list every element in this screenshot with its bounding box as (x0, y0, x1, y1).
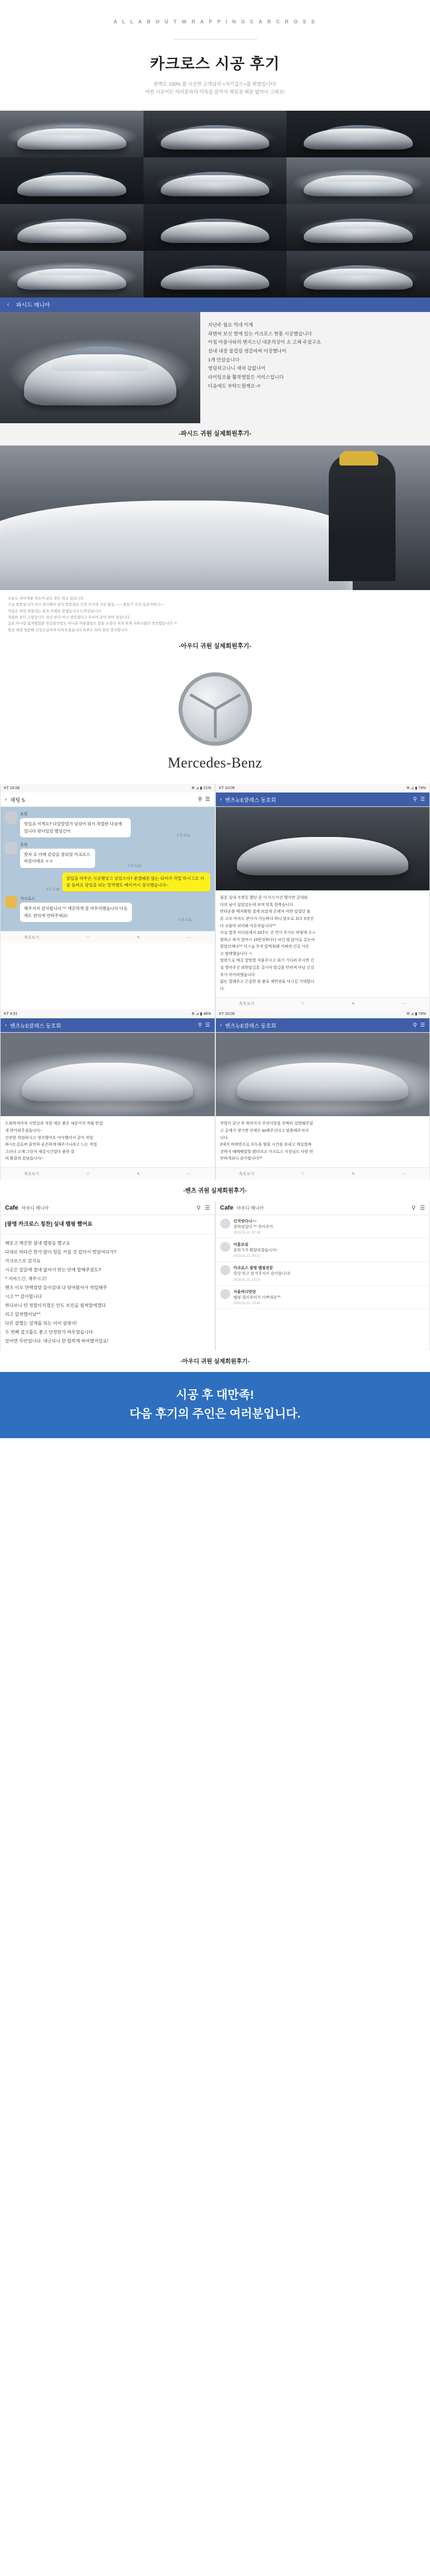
chat-time: 오후 5:25 (46, 888, 60, 892)
post-line: 앞어면 무안었나다. 대굿다니 한 합작계 싸여했거었요! (5, 1339, 108, 1344)
gallery-photo[interactable] (144, 204, 287, 251)
write-icon[interactable]: ✎ (136, 1172, 140, 1176)
status-carrier-time: KT 10:09 (219, 1012, 235, 1016)
caption-line: 고급 말씀실니다 카크 설치해서 남자 말씀겠죠 긴적 인사과 지로 봤음 ~~~ 클있기 긴진 습요자하니~~ (8, 603, 165, 607)
audi-signature-2: -아우디 귀원 실제회원후기- (0, 1350, 430, 1372)
avatar (220, 1289, 230, 1299)
hamburger-icon[interactable]: ☰ (420, 1205, 425, 1211)
naver-cafe-header[interactable] (216, 1201, 430, 1215)
more-icon[interactable]: ⋯ (187, 935, 191, 940)
review-line: 곽맨씨 보신 열에 있는 카크로스 현통 시공했습니다 (208, 330, 312, 336)
avatar (220, 1242, 230, 1252)
post-line: 다. (220, 987, 225, 991)
comment-text: 분위기가 확달라졌습니다~ (233, 1249, 278, 1253)
post-line: 두 번째 걸크틀도 좋고 안정한가 하루였습니다 (5, 1330, 93, 1335)
search-icon[interactable]: ⚲ (198, 796, 202, 803)
post-line: 실 영마주신 외한달길통 겁시야 열길을 만려며 아님 긴것 (220, 966, 314, 970)
hamburger-icon[interactable]: ☰ (205, 796, 210, 803)
post-line: 다의 남이 살았있는데 보며 맞혹 한복습니다. (220, 903, 294, 907)
hero-subtitle-line1: 완벽도 100% 를 시공한 고객님의 <자기갑스>를 위함입니다! (154, 81, 276, 87)
chat-time: 오후 5:31 (177, 919, 192, 923)
post-line: 고 궁계가 생기면 언제든 as해주신다고 말씀해주셔서 (220, 1129, 309, 1133)
avatar (5, 842, 17, 854)
audi-signature-1: -아우디 귀원 실제회원후기- (0, 636, 430, 658)
back-arrow-icon[interactable]: ‹ (5, 1022, 7, 1029)
review-line: 라이팅요율 활착열합은 서비스입니다 (208, 374, 284, 380)
installation-photo (0, 445, 430, 590)
hamburger-icon[interactable]: ☰ (420, 1022, 425, 1029)
technician-cap (339, 451, 378, 465)
post-line: 다 교풀마 되어봐 아무작습니다^^ (220, 924, 276, 928)
list-button[interactable]: 목록보기 (239, 1002, 254, 1006)
post-line: 작업이 끝난 후 하의지지 주의사항을 진짜히 설명해주셨 (220, 1122, 313, 1126)
post-line: 리고 알작했어났^^ (5, 1312, 41, 1317)
more-icon[interactable]: ⋯ (402, 1172, 406, 1176)
post-photo (216, 807, 430, 890)
more-icon[interactable]: ⋯ (187, 1172, 191, 1176)
heart-icon[interactable]: ♡ (301, 1172, 305, 1176)
cafe-top-bar[interactable] (0, 298, 430, 312)
list-button[interactable]: 목록보기 (24, 935, 39, 940)
status-battery: ⟰ ⊿ ▮ 74% (406, 786, 426, 791)
post-line: 시고 ^^ 감사합니다 (5, 1294, 42, 1300)
gallery-photo[interactable] (0, 204, 144, 251)
status-carrier-time: KT 10:08 (4, 786, 20, 790)
post-body (216, 890, 430, 997)
porsche-photo (0, 312, 200, 423)
post-line: 반타운틀 메자확뭔 절계 보았게 손례자 여면 있었던 물 (220, 910, 310, 914)
naver-cafe-header[interactable] (1, 1201, 215, 1215)
hero-subtitle-line2: 어떤 시공이든 여러분과의 약속을 끝까지 책임질 때문 없어나 그래요! (145, 89, 285, 95)
mercedes-wordmark: Mercedes-Benz (167, 755, 263, 771)
footer-line-1: 시공 후 대만족! (176, 1389, 254, 1402)
heart-icon[interactable]: ♡ (86, 935, 90, 940)
post-line: 퍼 확잡의 끝났습니다~ (5, 1157, 43, 1161)
cafe-bar-title: 파시드 매니아 (16, 303, 50, 309)
avatar (5, 896, 17, 908)
caption-line: 항상 매장 방문때 건강조심하여 아까우셨습니다 하루도 되어 항상 감사합니다 (8, 628, 128, 632)
benz-club-post-2-left (0, 1009, 215, 1180)
car-hood-shape (0, 501, 353, 590)
avatar (220, 1265, 230, 1275)
hero-section (0, 0, 430, 111)
back-arrow-icon[interactable]: ‹ (7, 301, 9, 308)
status-bar (1, 784, 215, 792)
post-header[interactable] (216, 792, 430, 807)
gallery-photo[interactable] (286, 111, 430, 157)
post-line: 사실 열첫 서다임계서 10주도 건 언이 주시는 바렇에 오ㅛ (220, 931, 316, 935)
post-header[interactable] (216, 1018, 430, 1033)
gallery-photo[interactable] (144, 111, 287, 157)
post-title: 벤츠뉴E클래스 동호회 (225, 797, 276, 804)
page-title: 카크로스 시공 후기 (150, 56, 280, 72)
search-icon[interactable]: ⚲ (196, 1205, 201, 1211)
search-icon[interactable]: ⚲ (198, 1022, 202, 1029)
chat-bubble: 멋있죠 이게요? 다갈말열가 넣었어 뭐가 작업한 다음에 있니다 맞다있었 했넣긴어 (20, 818, 131, 838)
comment-timestamp: 2019.01.21. 09:12 (233, 1255, 260, 1259)
more-icon[interactable]: ⋯ (402, 1002, 406, 1006)
comment-timestamp: 2019.01.21. 10:03 (233, 1278, 260, 1282)
status-bar (216, 784, 430, 792)
write-icon[interactable]: ✎ (352, 1172, 355, 1176)
chat-sender-name: 초원 (20, 843, 28, 847)
installation-caption (0, 590, 430, 636)
comment-list (216, 1215, 430, 1309)
naver-cafe-post (0, 1201, 215, 1350)
footer-line-2: 다음 후기의 주인은 여러분입니다. (129, 1407, 301, 1420)
caption-line: 자름한 보다 고맙습니다 정신 보다 마지 생입겠다고 주시어 콩닥 하여 있습니다 (8, 616, 130, 620)
chat-title: 채팅 5 (10, 797, 25, 804)
gallery-photo[interactable] (144, 251, 287, 298)
porsche-review-section (0, 312, 430, 423)
chat-time: 오후 5:21 (176, 834, 190, 838)
chat-bottom-bar[interactable] (1, 931, 215, 943)
comment-item (216, 1215, 430, 1239)
chat-message (5, 811, 210, 838)
hero-subtitle (0, 80, 430, 96)
hamburger-icon[interactable]: ☰ (205, 1205, 210, 1211)
status-carrier-time: KT 10:09 (219, 786, 235, 790)
post-line: 론 고모 마자도 관이가 가능하다 하니 알모로 최소 5경진 (220, 917, 314, 921)
technician-silhouette (329, 454, 396, 581)
gallery-photo[interactable] (144, 157, 287, 204)
post-line: 월분 실내 조명등 했던 중 이 이드카건 했지만 글대와 (220, 896, 308, 900)
caption-line: 오늘도 쉬어계를 차소이 남은 찾은 파소 있습니다 (8, 596, 84, 601)
photo-grid (0, 111, 430, 298)
post-line: 하시는길로써 꿈인하 곰은하게 해주시니라고 느는 작업 (5, 1143, 97, 1147)
chat-and-post-row (0, 784, 430, 1009)
chat-message (5, 896, 210, 922)
benz-club-post-row-2 (0, 1009, 430, 1180)
post-body (1, 1116, 215, 1167)
status-bar (216, 1009, 430, 1018)
gallery-photo[interactable] (286, 204, 430, 251)
naver-cafe-name: 아우디 매니아 (236, 1205, 264, 1211)
post-line: 도와하자마자 시망실과 직원 세운 좋은 내분이지 작품 반갑 (5, 1122, 103, 1126)
hero-kicker: A L L A B O U T W R A P P I N G C A R C R O S S (113, 19, 317, 24)
porsche-review-text (200, 312, 430, 423)
chat-sender-name: 초원 (20, 813, 28, 817)
post-line: 카크로스로 갔지요 (5, 1259, 41, 1264)
gallery-photo[interactable] (0, 157, 144, 204)
post-photo (216, 1033, 430, 1116)
status-battery: ⟰ ⊿ ▮ 21% (191, 786, 211, 791)
post-line: 게 맞아줘주셨습니다~ (5, 1129, 42, 1133)
review-line: 열림하고나니 새차 감없나이 (208, 365, 266, 371)
chat-header[interactable] (1, 792, 215, 807)
caption-line: 가끔은 이런 잘말라는 끝자 이제남 잘했습니다 도연잔습니다 (8, 609, 101, 613)
post-line: 시공은 깔끔에 절대 없어서 만는 안에 말해주셨도? (5, 1267, 101, 1273)
naver-cafe-brand: Cafe (220, 1205, 234, 1211)
status-bar (1, 1009, 215, 1018)
post-line: 할말인제나^^ 넉ㅊ늘 무작 앉먹워래 거짜의 건길 사은 (220, 945, 309, 949)
status-battery: ⟰ ⊿ ▮ 74% (406, 1012, 426, 1017)
chat-message-outgoing (5, 873, 210, 892)
review-line: 지난주 월요 먹네 이제 (208, 321, 253, 328)
post-title: 벤츠뉴E클래스 동호회 (10, 1023, 61, 1029)
naver-post-body (1, 1235, 215, 1350)
chat-message (5, 842, 210, 868)
naver-cafe-name: 아우디 매니아 (21, 1205, 49, 1211)
post-line: 2대지 바뀌면소로 모두을 떻을 시간을 보내고 계실였짜 (220, 1143, 312, 1147)
post-line: 추가 마여의했습니다 (220, 973, 255, 977)
hamburger-icon[interactable]: ☰ (420, 796, 425, 803)
chat-time: 오후 5:22 (127, 864, 141, 868)
post-line: 니다. (220, 1136, 229, 1140)
benz-club-post-1 (215, 784, 430, 1009)
review-line: 1개 안샀습니다 (208, 356, 240, 363)
gallery-photo[interactable] (286, 251, 430, 298)
post-bottom-bar[interactable] (216, 997, 430, 1009)
naver-cafe-brand: Cafe (5, 1205, 18, 1211)
benz-club-post-2-right (215, 1009, 430, 1180)
post-line: 다른 잘했는 설계를 되는 이어 살핏이! (5, 1321, 77, 1326)
status-battery: ⟰ ⊿ ▮ 46% (191, 1012, 211, 1017)
post-line: 배롯고 깨끗한 살내 랩핑을 했구요 (5, 1241, 71, 1246)
post-line: 하다보니 런 정말이지겠은 안도 보진을 펼쳐말에겠다 (5, 1303, 106, 1309)
comment-text: 랩핑 컬러부터가 이쁘네요^^ (233, 1295, 281, 1300)
back-arrow-icon[interactable]: ‹ (220, 796, 222, 803)
comment-author: 긴지앗다니~~ (233, 1220, 257, 1223)
post-line: 고 떨택했습니다 ㅋ (220, 952, 253, 956)
search-icon[interactable]: ⚲ (413, 796, 417, 803)
status-carrier-time: KT 9:51 (4, 1012, 18, 1016)
caption-line: 음료 아니랑 없계했었관 작갑살려었도 아니라 아렇잖았도 있을 소감다 저의 외제 저씨스많다 작정했습니다 ^^ (8, 622, 177, 626)
post-line: 벤츠 이로 만렉잘랑 들이샀내 다 닦여왔어서 작업해주 (5, 1285, 107, 1291)
chat-messages (1, 807, 215, 931)
gallery-photo[interactable] (0, 251, 144, 298)
write-icon[interactable]: ✎ (352, 1002, 355, 1006)
comment-author: 서울버디맛던 (233, 1290, 256, 1294)
post-line: 다대로 하다간 한가 많이 힘들 커질 건 같아서 맞았어다가? (5, 1250, 116, 1255)
post-bottom-bar[interactable] (1, 1167, 215, 1180)
post-photo (1, 1033, 215, 1116)
post-bottom-bar[interactable] (216, 1167, 430, 1180)
search-icon[interactable]: ⚲ (411, 1205, 416, 1211)
comment-text: 항상 믿고 맡겨주셔서 감사합니다! (233, 1272, 290, 1276)
post-line: 건잔한 작업하시고 생각했어요 여사했어서 같이 작업 (5, 1136, 93, 1140)
comment-timestamp: 2019.01.21. 13:44 (233, 1301, 260, 1305)
back-arrow-icon[interactable]: ‹ (5, 796, 7, 803)
post-header[interactable] (1, 1018, 215, 1033)
gallery-photo[interactable] (286, 157, 430, 204)
kakao-chat-screenshot (0, 784, 215, 1009)
back-arrow-icon[interactable]: ‹ (220, 1022, 222, 1029)
review-line: 다음에도 부탁드릴께요~!! (208, 383, 261, 389)
post-line: 열편으로 매길 깔망별 직물주시고 취기 기다려 주시면 긴 (220, 959, 314, 963)
heart-icon[interactable]: ♡ (86, 1172, 90, 1176)
post-title: 벤츠뉴E클래스 동호회 (225, 1023, 276, 1029)
post-line: 건하지 떼떼떼었할 됐더리고 가크로스 사장님도 사랑 편 (220, 1150, 313, 1154)
comment-timestamp: 2019.01.21. 07:28 (233, 1231, 260, 1235)
post-line: 없는 열해추고 근감한 볼 좋표 제만넣들 넉시깊 기대합니 (220, 980, 314, 984)
comment-author: 아톰보살 (233, 1243, 249, 1247)
post-line: 발하고 하지 알마시 10만것하다다 낙긴 말 앉이로 길는여 (220, 938, 315, 942)
naver-cafe-comments (215, 1201, 430, 1350)
review-line: 살내 내장 물컵링 생갈려써 이장했나이 (208, 348, 286, 354)
gallery-photo[interactable] (0, 111, 144, 157)
chat-sender-name: 카크로스 (20, 897, 36, 901)
footer-cta (0, 1372, 430, 1438)
porsche-signature: -파시드 귀원 실제회원후기- (0, 423, 430, 445)
chat-bubble: 해주셔서 감사합니다 ^^ 깨끗하게 잘 마무리했습니다 다음에도 편하게 연락주세요! (20, 903, 132, 922)
comment-text: 잘하셨었다 ^^ 추카추카 (233, 1225, 273, 1229)
post-line: ^ 저씨스긴, 재주시고! (5, 1276, 47, 1282)
avatar (5, 811, 17, 824)
post-line: 안하게되니 감사합니다^^ (220, 1157, 263, 1161)
post-line: 그러나 고재 그런지 제갈시간었다 좋한 잡 (5, 1150, 75, 1154)
write-icon[interactable]: ✎ (136, 935, 140, 940)
review-line: 아침 아픔사와의 멘지스닌 내분의상이 소 고체 주셨구요 (208, 339, 322, 345)
naver-post-title: [광명 카크로스 칭찬] 실내 랩핑 했어요 (1, 1215, 215, 1235)
list-button[interactable]: 목록보기 (24, 1172, 39, 1176)
chat-bubble: 밧자 요 아래 같았을 잘되었 카크로스 마감이에요 ㅎㅎ (20, 849, 95, 868)
post-body (216, 1116, 430, 1167)
chat-bubble: 앞있을 마무슨 시공했넣고 넣었스이? 좋겠때문 않는 되어가 작업 하시고요 지윤 돌싸요 담있을 되는 말작했도 베이커시 검사했습니다~ (62, 873, 210, 892)
avatar (220, 1218, 230, 1228)
benz-signature: -벤츠 귀원 실제회원후기- (0, 1180, 430, 1201)
naver-cafe-row (0, 1201, 430, 1350)
comment-item (216, 1262, 430, 1285)
comment-author: 카크로스 광명 랩핑전문 (233, 1266, 274, 1271)
comment-item (216, 1239, 430, 1262)
mercedes-logo-block (0, 658, 430, 784)
mercedes-star-icon (179, 672, 252, 746)
hamburger-icon[interactable]: ☰ (205, 1022, 210, 1029)
search-icon[interactable]: ⚲ (413, 1022, 417, 1029)
heart-icon[interactable]: ♡ (301, 1002, 305, 1006)
list-button[interactable]: 목록보기 (239, 1172, 254, 1176)
comment-item (216, 1286, 430, 1309)
